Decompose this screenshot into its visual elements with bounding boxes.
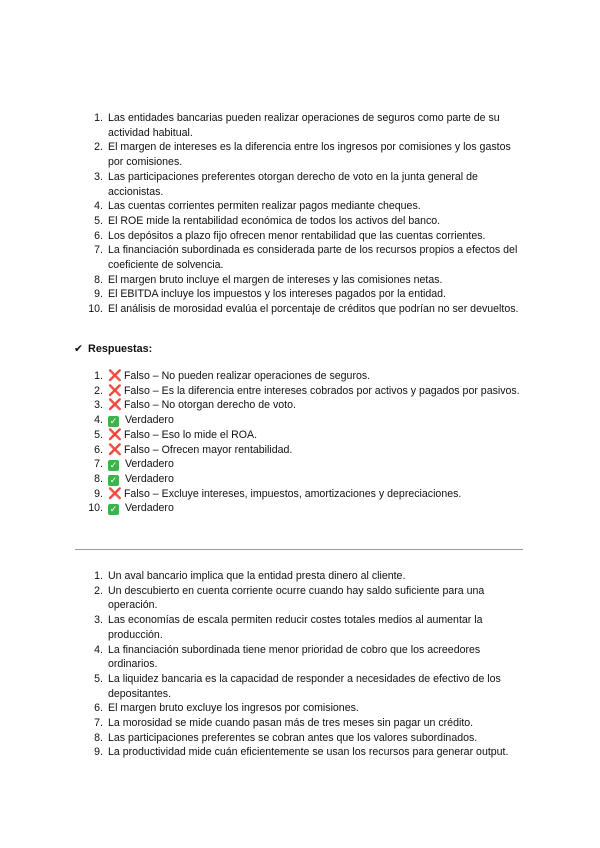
item-number: 5. bbox=[94, 214, 103, 227]
item-text: La liquidez bancaria es la capacidad de responder a necesidades de efectivo de los depositantes. bbox=[108, 672, 501, 700]
item-text: Falso – No pueden realizar operaciones de seguros. bbox=[123, 370, 371, 382]
item-number: 6. bbox=[94, 443, 103, 456]
item-number: 4. bbox=[94, 414, 103, 427]
item-text: Verdadero bbox=[124, 472, 174, 485]
questions-list-1 bbox=[84, 111, 524, 317]
item-text: El margen bruto incluye el margen de intereses y las comisiones netas. bbox=[108, 273, 443, 286]
item-text: Un descubierto en cuenta corriente ocurre cuando hay saldo suficiente para una operación. bbox=[108, 584, 485, 612]
item-text: Falso – No otorgan derecho de voto. bbox=[123, 399, 296, 412]
item-number: 6. bbox=[94, 702, 103, 715]
item-number: 4. bbox=[94, 643, 103, 656]
question-item bbox=[84, 745, 524, 760]
item-number: 3. bbox=[94, 399, 103, 412]
item-number: 1. bbox=[94, 112, 103, 124]
question-item bbox=[84, 701, 524, 716]
item-number: 2. bbox=[94, 584, 103, 597]
cross-mark-icon: ❌ bbox=[108, 443, 122, 456]
item-number: 7. bbox=[94, 717, 103, 730]
questions-list-2 bbox=[84, 569, 524, 760]
item-number: 1. bbox=[94, 370, 103, 382]
answer-item bbox=[84, 384, 524, 399]
item-text: Falso – Eso lo mide el ROA. bbox=[123, 428, 258, 441]
answers-heading bbox=[74, 342, 152, 357]
item-number: 3. bbox=[94, 170, 103, 183]
item-number: 6. bbox=[94, 229, 103, 242]
item-number: 5. bbox=[94, 428, 103, 441]
answer-item bbox=[84, 443, 524, 458]
question-item bbox=[84, 731, 524, 746]
item-text: Las entidades bancarias pueden realizar operaciones de seguros como parte de su actividad habitual. bbox=[108, 112, 500, 139]
cross-mark-icon: ❌ bbox=[108, 370, 122, 382]
item-text: Verdadero bbox=[124, 502, 174, 515]
item-text: Las participaciones preferentes se cobran antes que los valores subordinados. bbox=[108, 731, 478, 744]
question-item bbox=[84, 243, 524, 272]
question-item bbox=[84, 111, 524, 140]
answer-item bbox=[84, 487, 524, 502]
question-item bbox=[84, 569, 524, 584]
item-number: 2. bbox=[94, 141, 103, 154]
item-number: 1. bbox=[94, 570, 103, 582]
question-item bbox=[84, 584, 524, 613]
check-box-icon: ✓ bbox=[109, 460, 118, 471]
item-text: La productividad mide cuán eficientemente se usan los recursos para generar output. bbox=[108, 746, 509, 759]
item-text: Falso – Es la diferencia entre intereses cobrados por activos y pagados por pasivos. bbox=[123, 384, 520, 397]
check-mark-icon: ✔ bbox=[74, 343, 84, 355]
item-text: Verdadero bbox=[124, 414, 174, 427]
question-item bbox=[84, 229, 524, 244]
answer-item bbox=[84, 413, 524, 428]
question-item bbox=[84, 716, 524, 731]
item-number: 7. bbox=[94, 244, 103, 257]
answer-item bbox=[84, 369, 524, 384]
item-text: El análisis de morosidad evalúa el porcentaje de créditos que podrían no ser devueltos. bbox=[108, 303, 519, 316]
question-item bbox=[84, 273, 524, 288]
question-item bbox=[84, 643, 524, 672]
item-number: 9. bbox=[94, 746, 103, 759]
item-text: Las participaciones preferentes otorgan derecho de voto en la junta general de accionistas. bbox=[108, 170, 478, 198]
item-number: 9. bbox=[94, 288, 103, 301]
answer-item bbox=[84, 398, 524, 413]
cross-mark-icon: ❌ bbox=[108, 399, 122, 412]
question-item bbox=[84, 214, 524, 229]
question-item bbox=[84, 287, 524, 302]
item-text: Las economías de escala permiten reducir costes totales medios al aumentar la producción. bbox=[108, 614, 483, 641]
item-number: 9. bbox=[94, 487, 103, 500]
item-text: El margen de intereses es la diferencia entre los ingresos por comisiones y los gastos por comisiones. bbox=[108, 141, 511, 169]
item-text: Un aval bancario implica que la entidad presta dinero al cliente. bbox=[108, 570, 406, 582]
item-number: 10. bbox=[88, 502, 103, 515]
item-number: 5. bbox=[94, 672, 103, 685]
question-item bbox=[84, 140, 524, 169]
question-item bbox=[84, 199, 524, 214]
answer-item bbox=[84, 428, 524, 443]
item-text: El margen bruto excluye los ingresos por comisiones. bbox=[108, 702, 359, 715]
check-box-icon: ✓ bbox=[109, 474, 118, 485]
question-item bbox=[84, 170, 524, 199]
cross-mark-icon: ❌ bbox=[108, 487, 122, 500]
item-number: 8. bbox=[94, 731, 103, 744]
item-number: 8. bbox=[94, 273, 103, 286]
item-text: La financiación subordinada tiene menor prioridad de cobro que los acreedores ordinarios. bbox=[108, 643, 481, 671]
item-text: Las cuentas corrientes permiten realizar pagos mediante cheques. bbox=[108, 200, 421, 213]
item-text: Falso – Ofrecen mayor rentabilidad. bbox=[123, 443, 293, 456]
item-text: La morosidad se mide cuando pasan más de tres meses sin pagar un crédito. bbox=[108, 717, 474, 730]
item-text: Verdadero bbox=[124, 458, 174, 471]
item-number: 4. bbox=[94, 200, 103, 213]
item-text: El ROE mide la rentabilidad económica de todos los activos del banco. bbox=[108, 214, 441, 227]
section-divider bbox=[75, 549, 523, 550]
item-number: 10. bbox=[88, 303, 103, 316]
item-text: La financiación subordinada es considerada parte de los recursos propios a efectos del coeficiente de solvencia. bbox=[108, 244, 518, 272]
item-text: Los depósitos a plazo fijo ofrecen menor rentabilidad que las cuentas corrientes. bbox=[108, 229, 486, 242]
answers-list bbox=[84, 369, 524, 516]
answers-heading-text: Respuestas: bbox=[88, 343, 153, 355]
item-number: 8. bbox=[94, 472, 103, 485]
question-item bbox=[84, 613, 524, 642]
question-item bbox=[84, 302, 524, 317]
item-number: 3. bbox=[94, 614, 103, 627]
cross-mark-icon: ❌ bbox=[108, 384, 122, 397]
item-number: 2. bbox=[94, 384, 103, 397]
answer-item bbox=[84, 472, 524, 487]
cross-mark-icon: ❌ bbox=[108, 428, 122, 441]
answer-item bbox=[84, 501, 524, 516]
answer-item bbox=[84, 457, 524, 472]
item-text: Falso – Excluye intereses, impuestos, amortizaciones y depreciaciones. bbox=[123, 487, 462, 500]
check-box-icon: ✓ bbox=[109, 416, 118, 427]
question-item bbox=[84, 672, 524, 701]
item-number: 7. bbox=[94, 458, 103, 471]
item-text: El EBITDA incluye los impuestos y los intereses pagados por la entidad. bbox=[108, 288, 447, 301]
check-box-icon: ✓ bbox=[109, 504, 118, 515]
